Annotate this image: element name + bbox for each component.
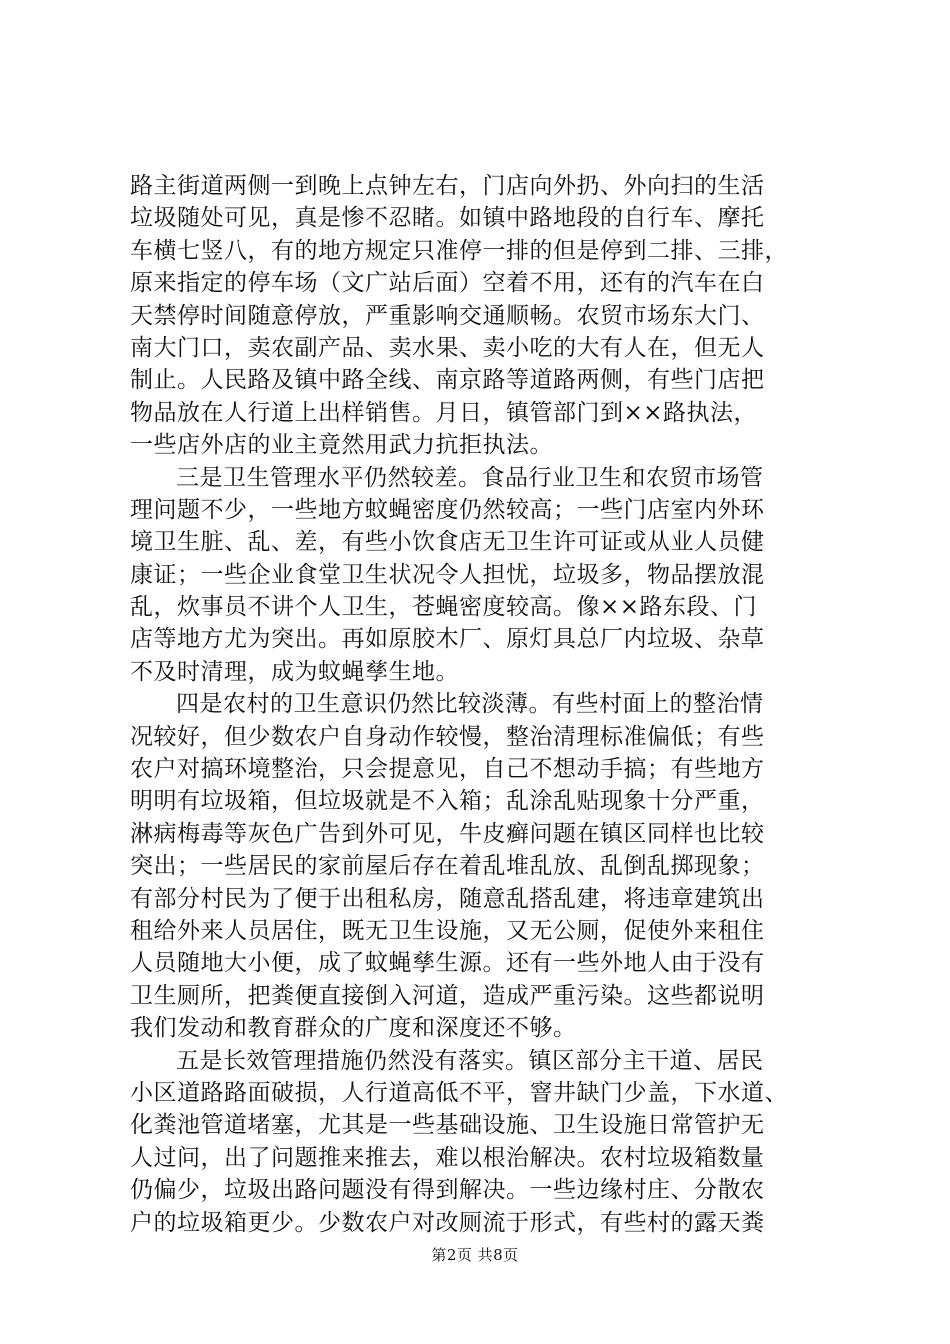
text-line: 五是长效管理措施仍然没有落实。镇区部分主干道、居民 — [176, 1047, 764, 1074]
text-line: 仍偏少，垃圾出路问题没有得到解决。一些边缘村庄、分散农 — [130, 1177, 765, 1204]
text-line: 人过问，出了问题推来推去，难以根治解决。农村垃圾箱数量 — [130, 1144, 765, 1171]
text-line: 原来指定的停车场（文广站后面）空着不用，还有的汽车在白 — [130, 270, 765, 297]
text-line: 化粪池管道堵塞，尤其是一些基础设施、卫生设施日常管护无 — [130, 1112, 765, 1139]
text-line: 人员随地大小便，成了蚊蝇孳生源。还有一些外地人由于没有 — [130, 950, 765, 977]
text-line: 天禁停时间随意停放，严重影响交通顺畅。农贸市场东大门、 — [130, 302, 765, 329]
text-line: 康证；一些企业食堂卫生状况令人担忧，垃圾多，物品摆放混 — [130, 561, 765, 588]
text-line: 店等地方尤为突出。再如原胶木厂、原灯具总厂内垃圾、杂草 — [130, 626, 765, 653]
text-line: 南大门口，卖农副产品、卖水果、卖小吃的大有人在，但无人 — [130, 334, 765, 361]
text-line: 一些店外店的业主竟然用武力抗拒执法。 — [130, 432, 553, 459]
text-line: 车横七竖八，有的地方规定只准停一排的但是停到二排、三排， — [130, 237, 788, 264]
paragraph — [130, 688, 830, 1044]
text-line: 四是农村的卫生意识仍然比较淡薄。有些村面上的整治情 — [176, 691, 764, 718]
text-line: 物品放在人行道上出样销售。月日，镇管部门到××路执法， — [130, 399, 758, 426]
paragraph — [130, 170, 830, 462]
text-line: 有部分村民为了便于出租私房，随意乱搭乱建，将违章建筑出 — [130, 885, 765, 912]
text-line: 乱，炊事员不讲个人卫生，苍蝇密度较高。像××路东段、门 — [130, 594, 758, 621]
text-line: 淋病梅毒等灰色广告到外可见，牛皮癣问题在镇区同样也比较 — [130, 820, 765, 847]
paragraph — [130, 462, 830, 689]
text-line: 户的垃圾箱更少。少数农户对改厕流于形式，有些村的露天粪 — [130, 1209, 765, 1236]
text-line: 小区道路路面破损，人行道高低不平，窨井缺门少盖，下水道、 — [130, 1079, 788, 1106]
text-line: 明明有垃圾箱，但垃圾就是不入箱；乱涂乱贴现象十分严重， — [130, 788, 765, 815]
text-line: 况较好，但少数农户自身动作较慢，整治清理标准偏低；有些 — [130, 723, 765, 750]
text-line: 租给外来人员居住，既无卫生设施，又无公厕，促使外来租住 — [130, 917, 765, 944]
text-line: 理问题不少，一些地方蚊蝇密度仍然较高；一些门店室内外环 — [130, 496, 765, 523]
text-line: 路主街道两侧一到晚上点钟左右，门店向外扔、外向扫的生活 — [130, 173, 765, 199]
text-line: 我们发动和教育群众的广度和深度还不够。 — [130, 1015, 577, 1042]
paragraph — [130, 1045, 830, 1239]
page-footer: 第2页 共8页 — [431, 1246, 519, 1264]
text-line: 卫生厕所，把粪便直接倒入河道，造成严重污染。这些都说明 — [130, 982, 765, 1009]
document-body — [130, 170, 830, 1239]
text-line: 农户对搞环境整治，只会提意见，自己不想动手搞；有些地方 — [130, 756, 765, 783]
text-line: 垃圾随处可见，真是惨不忍睹。如镇中路地段的自行车、摩托 — [130, 205, 765, 232]
text-line: 制止。人民路及镇中路全线、南京路等道路两侧，有些门店把 — [130, 367, 765, 394]
text-line: 突出；一些居民的家前屋后存在着乱堆乱放、乱倒乱掷现象； — [130, 853, 765, 880]
text-line: 境卫生脏、乱、差，有些小饮食店无卫生许可证或从业人员健 — [130, 529, 765, 556]
text-line: 不及时清理，成为蚊蝇孳生地。 — [130, 658, 459, 685]
text-line: 三是卫生管理水平仍然较差。食品行业卫生和农贸市场管 — [176, 464, 764, 491]
